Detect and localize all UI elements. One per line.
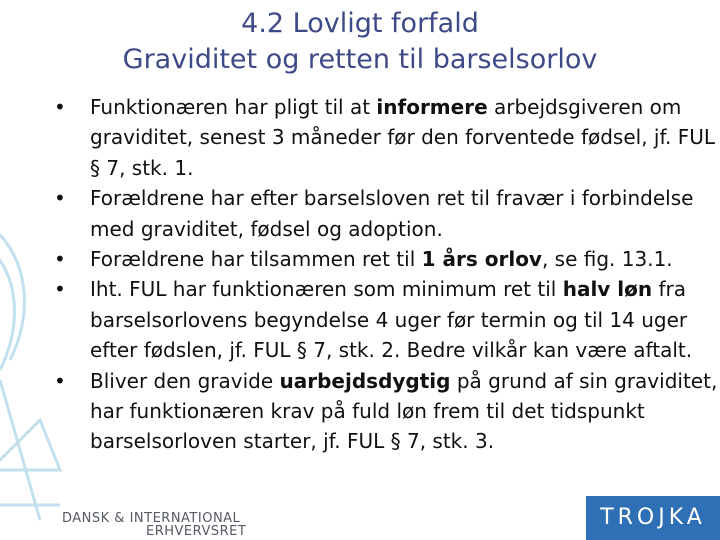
bullet-item xyxy=(52,274,720,365)
bullet-item xyxy=(52,244,720,274)
publisher-line-2: ERHVERVSRET xyxy=(146,524,247,539)
bullet-bold-text: informere xyxy=(376,95,488,119)
bullet-text: arbejdsgiveren om graviditet, senest 3 måneder før den forventede fødsel, jf. FUL § 7, stk. 1. xyxy=(90,95,716,180)
bullet-text: Bliver den gravide xyxy=(90,368,280,393)
bullet-text: Funktionæren har pligt til at xyxy=(90,95,377,119)
bullet-text: Forældrene har tilsammen ret til xyxy=(90,247,422,272)
bullet-text: , se fig. 13.1. xyxy=(541,247,673,272)
title-line-2: Graviditet og retten til barselsorlov xyxy=(122,44,598,75)
bullet-list xyxy=(52,92,720,457)
page-title xyxy=(60,6,660,78)
publisher-line-1: DANSK & INTERNATIONAL xyxy=(62,511,241,526)
bullet-text: på grund af sin graviditet, har funktionæren krav på fuld løn frem til det tidspunkt barselsorloven starter, jf. FUL § 7, stk. 3. xyxy=(90,368,718,454)
bullet-text: Forældrene har efter barselsloven ret til fravær i forbindelse med graviditet, fødsel og adoption. xyxy=(90,186,694,241)
bullet-item xyxy=(52,183,720,244)
bullet-text: fra barselsorlovens begyndelse 4 uger før termin og til 14 uger efter fødslen, jf. FUL § 7, stk. 2. Bedre vilkår kan være aftalt. xyxy=(90,277,693,363)
bullet-bold-text: 1 års orlov xyxy=(421,247,542,272)
bullet-item xyxy=(52,92,720,183)
bullet-item xyxy=(52,366,720,457)
bullet-bold-text: uarbejdsdygtig xyxy=(279,368,451,393)
title-line-1: 4.2 Lovligt forfald xyxy=(241,8,479,39)
trojka-logo: TROJKA xyxy=(586,496,720,540)
bullet-text: Iht. FUL har funktionæren som minimum ret til xyxy=(90,277,563,302)
bullet-bold-text: halv løn xyxy=(562,277,653,302)
publisher-name xyxy=(62,512,246,538)
